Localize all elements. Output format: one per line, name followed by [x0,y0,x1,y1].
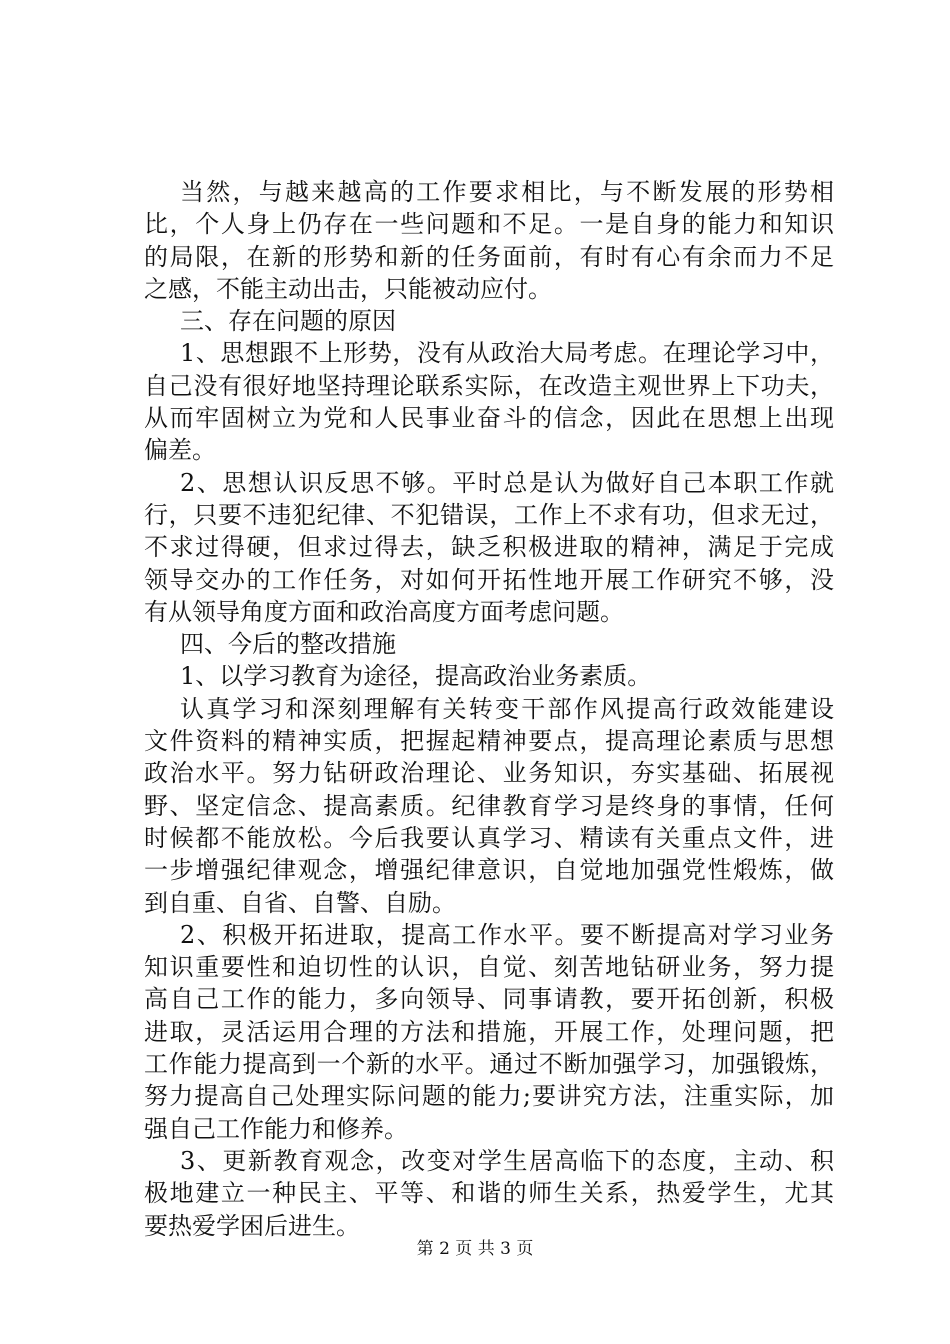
text-line: 有从领导角度方面和政治高度方面考虑问题。 [144,597,624,626]
text-line: 政治水平。努力钻研政治理论、业务知识，夯实基础、拓展视 [144,759,834,788]
text-line: 文件资料的精神实质，把握起精神要点，提高理论素质与思想 [144,727,834,756]
text-line: 之感，不能主动出击，只能被动应付。 [144,274,552,303]
text-line: 比，个人身上仍存在一些问题和不足。一是自身的能力和知识 [144,210,834,239]
text-line: 2、积极开拓进取，提高工作水平。要不断提高对学习业务 [180,920,834,949]
text-line: 2、思想认识反思不够。平时总是认为做好自己本职工作就 [180,468,834,497]
text-line: 工作能力提高到一个新的水平。通过不断加强学习，加强锻炼， [144,1050,834,1079]
section-heading: 四、今后的整改措施 [180,630,396,659]
text-line: 进取，灵活运用合理的方法和措施，开展工作，处理问题，把 [144,1017,834,1046]
text-line: 行，只要不违犯纪律、不犯错误，工作上不求有功，但求无过， [144,500,834,529]
text-line: 从而牢固树立为党和人民事业奋斗的信念，因此在思想上出现 [144,404,834,433]
text-line: 偏差。 [144,436,216,465]
text-line: 极地建立一种民主、平等、和谐的师生关系，热爱学生，尤其 [144,1179,834,1208]
text-line: 领导交办的工作任务，对如何开拓性地开展工作研究不够，没 [144,565,834,594]
text-line: 努力提高自己处理实际问题的能力;要讲究方法，注重实际，加 [144,1082,834,1111]
text-line: 强自己工作能力和修养。 [144,1114,408,1143]
text-line: 要热爱学困后进生。 [144,1211,360,1240]
text-line: 认真学习和深刻理解有关转变干部作风提高行政效能建设 [180,694,834,723]
text-line: 自己没有很好地坚持理论联系实际，在改造主观世界上下功夫， [144,371,834,400]
text-line: 一步增强纪律观念，增强纪律意识，自觉地加强党性煅炼，做 [144,856,834,885]
text-line: 1、以学习教育为途径，提高政治业务素质。 [180,662,652,691]
document-body [144,176,834,1242]
text-line: 当然，与越来越高的工作要求相比，与不断发展的形势相 [180,178,834,206]
text-line: 的局限，在新的形势和新的任务面前，有时有心有余而力不足 [144,242,834,271]
text-line: 高自己工作的能力，多向领导、同事请教，要开拓创新，积极 [144,985,834,1014]
page-number-footer: 第 2 页 共 3 页 [416,1239,534,1259]
text-line: 到自重、自省、自警、自励。 [144,888,456,917]
text-line: 1、思想跟不上形势，没有从政治大局考虑。在理论学习中， [180,339,834,368]
section-heading: 三、存在问题的原因 [180,307,396,336]
text-line: 野、坚定信念、提高素质。纪律教育学习是终身的事情，任何 [144,791,834,820]
text-line: 时候都不能放松。今后我要认真学习、精读有关重点文件，进 [144,823,834,852]
text-line: 3、更新教育观念，改变对学生居高临下的态度，主动、积 [180,1146,834,1175]
text-line: 不求过得硬，但求过得去，缺乏积极进取的精神，满足于完成 [144,533,834,562]
text-line: 知识重要性和迫切性的认识，自觉、刻苦地钻研业务，努力提 [144,953,834,982]
